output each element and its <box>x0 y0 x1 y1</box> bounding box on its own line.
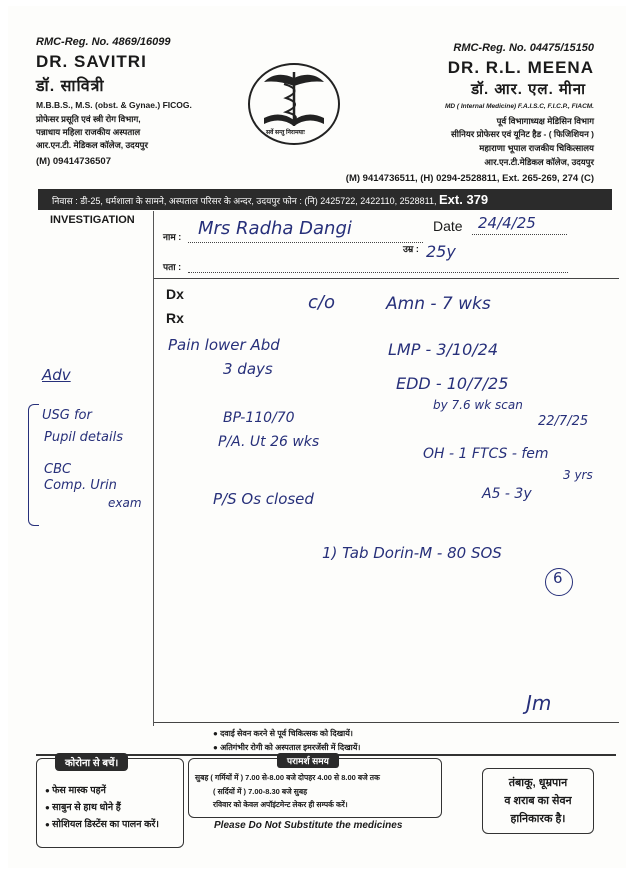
age-value: 25y <box>426 242 456 261</box>
left-line3: आर.एन.टी. मेडिकल कॉलेज, उदयपुर <box>36 140 148 150</box>
body-rule <box>154 722 619 723</box>
left-doctor-name-hindi: डॉ. सावित्री <box>36 78 105 95</box>
left-line2: पन्नाधाय महिला राजकीय अस्पताल <box>36 127 141 137</box>
tobacco-line-3: हानिकारक है। <box>510 813 566 825</box>
prescription-page <box>8 6 626 868</box>
timing-box <box>188 758 442 818</box>
column-divider <box>153 211 154 726</box>
right-line4: आर.एन.टी.मेडिकल कॉलेज, उदयपुर <box>484 157 594 167</box>
corona-box <box>36 758 184 848</box>
header-rule <box>154 278 619 279</box>
hw-usg-2: 22/7/25 <box>538 414 589 429</box>
timing-line-3: रविवार को केवल अपॉइंटमेन्ट लेकर ही सम्पर्क करें। <box>213 800 348 809</box>
logo-motto: सर्वे सन्तु निरामयाः <box>266 130 305 136</box>
advice-bracket <box>28 404 39 526</box>
hw-advice-3: CBC <box>44 462 72 477</box>
hw-ps: P/S Os closed <box>213 490 314 508</box>
patient-name: Mrs Radha Dangi <box>198 218 352 239</box>
date-line <box>472 234 567 235</box>
hw-advice: Adv <box>42 366 71 384</box>
left-reg-number: RMC-Reg. No. 4869/16099 <box>36 36 171 48</box>
right-doctor-name-hindi: डॉ. आर. एल. मीना <box>471 81 586 98</box>
left-mobile: (M) 09414736507 <box>36 156 111 167</box>
hw-pa: P/A. Ut 26 wks <box>218 434 320 450</box>
corona-title: कोरोना से बचें। <box>55 753 128 771</box>
right-line1: पूर्व विभागाध्यक्ष मेडिसिन विभाग <box>496 116 594 126</box>
address-label: पता : <box>163 262 182 272</box>
tobacco-line-2: व शराब का सेवन <box>504 795 572 807</box>
right-qualification: MD ( Internal Medicine) F.A.I.S.C, F.I.C.P., FIACM. <box>444 103 594 110</box>
extension-number: Ext. 379 <box>439 192 489 207</box>
dx-symbol: Dx <box>166 286 184 302</box>
timing-title: परामर्श समय <box>277 753 339 768</box>
left-qualification: M.B.B.S., M.S. (obst. & Gynae.) FICOG. <box>36 100 192 110</box>
hw-pain-1: Pain lower Abd <box>168 336 280 354</box>
hw-signature: Jm <box>526 691 552 715</box>
tip-item: ● फेस मास्क पहनें <box>45 783 159 796</box>
date-value: 24/4/25 <box>478 214 536 232</box>
tobacco-line-1: तंबाकू, धूम्रपान <box>508 777 568 789</box>
hw-edd: EDD - 10/7/25 <box>396 374 509 393</box>
tobacco-box <box>482 768 594 834</box>
tip-item: ● सोशियल डिस्टेंस का पालन करें। <box>45 817 159 830</box>
hw-advice-2: Pupil details <box>44 430 123 445</box>
hw-medicine: 1) Tab Dorin-M - 80 SOS <box>322 544 502 562</box>
timing-line-2: ( सर्दियों में ) 7.00-8.30 बजे सुबह <box>213 787 308 796</box>
hw-complaint: c/o <box>308 292 335 313</box>
date-label: Date <box>433 218 463 234</box>
right-reg-number: RMC-Reg. No. 04475/15150 <box>453 42 594 54</box>
investigation-heading: INVESTIGATION <box>50 214 135 226</box>
name-line <box>188 242 423 243</box>
address-bar <box>38 189 612 210</box>
notice-2: ● अतिगंभीर रोगी को अस्पताल इमरजेंसी में दिखायें। <box>213 743 361 752</box>
hw-advice-5: exam <box>108 496 142 510</box>
hw-amenorrhea: Amn - 7 wks <box>386 294 491 314</box>
hw-bp: BP-110/70 <box>223 410 295 426</box>
hw-obstetric-history: OH - 1 FTCS - fem <box>423 446 549 462</box>
address-text: निवास : डी-25, धर्मशाला के सामने, अस्पताल परिसर के अन्दर, उदयपुर फोन : (नि) 2425722, 2422110, 2528811, <box>52 196 437 206</box>
hw-pain-2: 3 days <box>223 360 273 378</box>
name-label: नाम : <box>163 232 182 242</box>
hw-oh-years: 3 yrs <box>563 468 593 482</box>
hw-advice-4: Comp. Urin <box>44 478 117 493</box>
corona-tips <box>45 779 159 834</box>
rx-symbol: Rx <box>166 310 184 326</box>
tip-item: ● साबुन से हाथ धोने हैं <box>45 800 159 813</box>
right-line2: सीनियर प्रोफेसर एवं यूनिट हैड - ( फिजिशियन ) <box>451 129 594 139</box>
hw-child-age: A5 - 3y <box>482 486 532 502</box>
timing-line-1: सुबह ( गर्मियों में ) 7.00 से-8.00 बजे दोपहर 4.00 से 8.00 बजे तक <box>195 773 380 782</box>
right-phones: (M) 9414736511, (H) 0294-2528811, Ext. 265-269, 274 (C) <box>345 173 594 184</box>
notice-1: ● दवाई सेवन करने से पूर्व चिकित्सक को दिखायें। <box>213 729 353 738</box>
hw-count: 6 <box>553 569 563 587</box>
left-line1: प्रोफेसर प्रसूति एवं स्त्री रोग विभाग, <box>36 114 141 124</box>
address-line <box>188 272 568 273</box>
right-line3: महाराणा भूपाल राजकीय चिकित्सालय <box>479 143 594 153</box>
hw-advice-1: USG for <box>42 408 92 423</box>
hw-lmp: LMP - 3/10/24 <box>388 340 498 359</box>
right-doctor-name: DR. R.L. MEENA <box>447 58 594 77</box>
left-doctor-name: DR. SAVITRI <box>36 52 147 71</box>
age-label: उम्र : <box>403 244 419 254</box>
substitute-notice: Please Do Not Substitute the medicines <box>214 820 403 831</box>
hw-usg-1: by 7.6 wk scan <box>433 398 523 412</box>
